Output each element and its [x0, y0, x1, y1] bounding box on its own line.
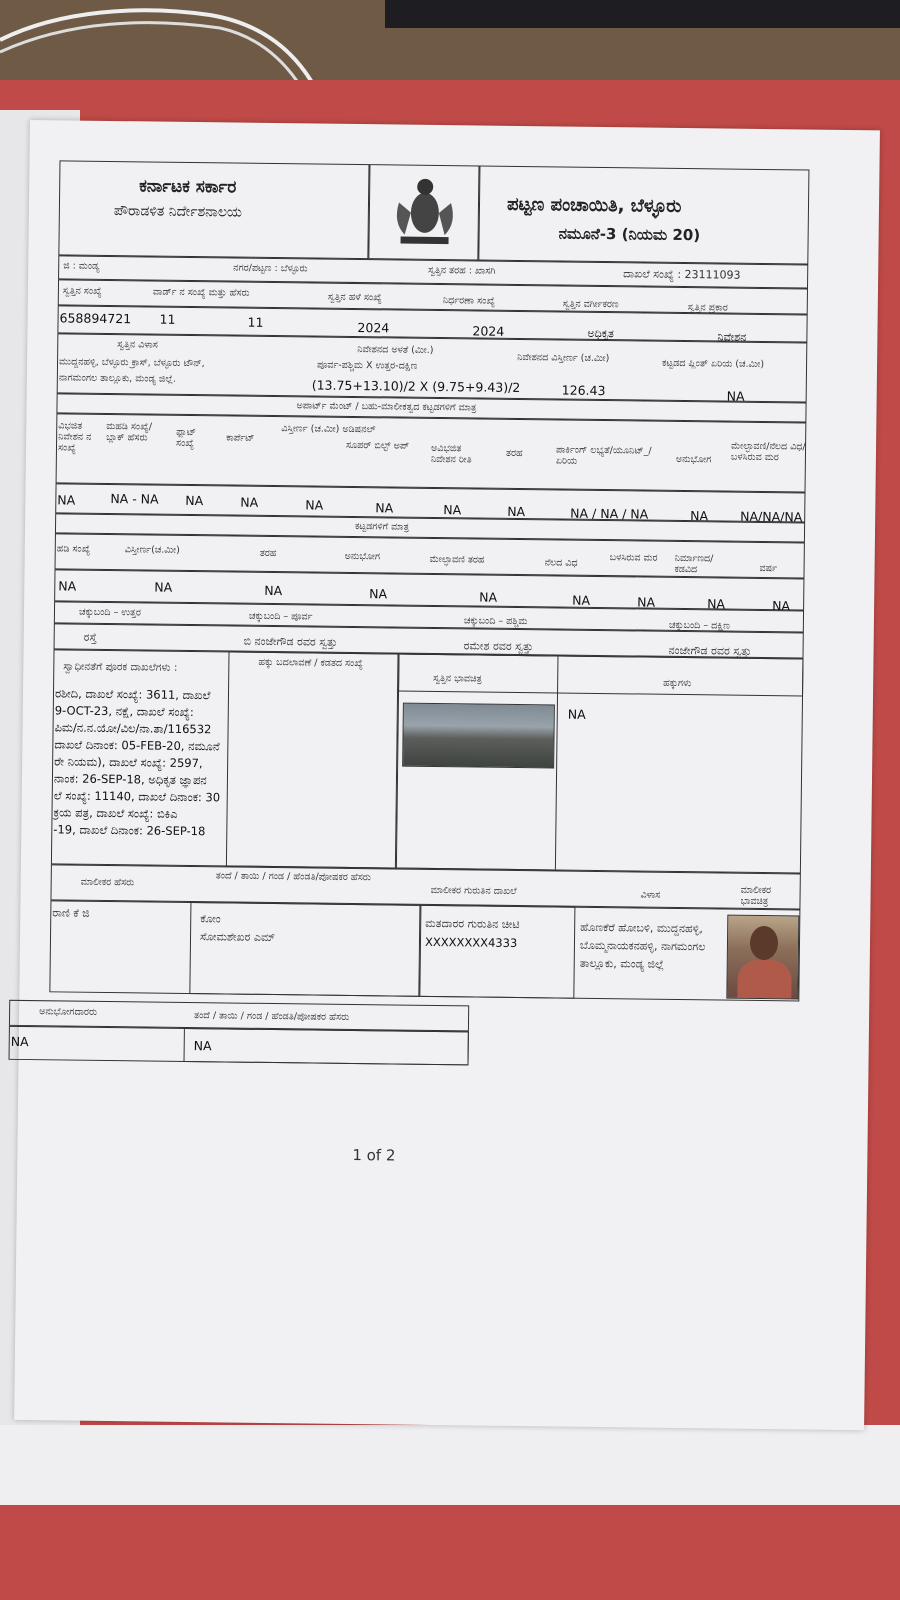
east-label: ಚಕ್ಕುಬಂದಿ – ಪೂರ್ವ [248, 610, 313, 623]
property-type: ಸ್ವತ್ತಿನ ತರಹ : ಖಾಸಗಿ [428, 264, 496, 277]
south-label: ಚಕ್ಕುಬಂದಿ – ದಕ್ಷಿಣ [668, 619, 730, 632]
bld-label-roof: ಮೇಲ್ಛಾವಣಿ ತರಹ [429, 553, 485, 566]
occupant-label: ಅನುಭೋಗದಾರರು [39, 1006, 98, 1018]
ward-name: 11 [247, 314, 264, 330]
bld-value-0: NA [58, 578, 77, 594]
plinth-label: ಕಟ್ಟಡದ ಪ್ಲಿಂತ್ ಏರಿಯ (ಚ.ಮೀ) [662, 357, 765, 370]
bld-value-7: NA [707, 596, 726, 612]
bld-label-year: ವರ್ಷ [759, 562, 778, 575]
apt-label-superbuilt: ಸೂಪರ್ ಬಿಲ್ಟ್ ಅಪ್ [345, 439, 410, 452]
occupant-father-label: ತಂದೆ / ತಾಯಿ / ಗಂಡ / ಹೆಂಡತಿ/ಪೋಷಕರ ಹೆಸರು [194, 1010, 350, 1023]
owner-name-label: ಮಾಲೀಕರ ಹೆಸರು [80, 876, 135, 889]
record-number: ದಾಖಲೆ ಸಂಖ್ಯೆ : 23111093 [623, 267, 741, 282]
owner-father-label: ತಂದೆ / ತಾಯಿ / ಗಂಡ / ಹೆಂಡತಿ/ಪೋಷಕರ ಹೆಸರು [215, 870, 371, 884]
doc-line-2: ಪಿಮ/ನ.ನ.ಯೋ/ವಿಲ/ನಾ.ತಾ/116532 [54, 720, 212, 737]
bld-value-3: NA [369, 586, 388, 602]
apt-label-floor: ಮಹಡಿ ಸಂಖ್ಯೆ/ಬ್ಲಾಕ್ ಹೆಸರು [106, 420, 153, 444]
bld-label-wood: ಬಳಸಿರುವ ಮರ [609, 552, 658, 564]
east-boundary: ಬಿ ನಂಜೇಗೌಡ ರವರ ಸ್ವತ್ತು [243, 634, 338, 649]
bld-value-8: NA [772, 598, 791, 614]
area-value: 126.43 [561, 382, 606, 399]
doc-line-5: ನಾಂಕ: 26-SEP-18, ಅಧಿಕೃತ ಜ್ಞಾಪನ [53, 771, 207, 788]
bld-value-5: NA [572, 592, 591, 608]
apt-label-parking: ಪಾರ್ಕಿಂಗ್ ಲಭ್ಯತೆ/ಯೂನಿಟ್_/ಏರಿಯ [555, 444, 652, 467]
old-number: 2024 [357, 320, 390, 336]
rights-change-label: ಹಕ್ಕು ಬದಲಾವಣೆ / ಕಡತದ ಸಂಖ್ಯೆ [258, 656, 363, 670]
label-classification: ಸ್ವತ್ತಿನ ವರ್ಗೀಕರಣ [562, 298, 619, 311]
apt-value-5: NA [375, 500, 394, 516]
north-label: ಚಕ್ಕುಬಂದಿ – ಉತ್ತರ [78, 606, 141, 619]
owner-id-label: ಮಾಲೀಕರ ಗುರುತಿನ ದಾಖಲೆ [430, 884, 517, 898]
dept-title: ಪೌರಾಡಳಿತ ನಿರ್ದೇಶನಾಲಯ [113, 203, 243, 221]
occupant-name: NA [10, 1033, 29, 1050]
apt-label-carpet: ಕಾರ್ಪೆಟ್ [226, 432, 255, 444]
assessment-number: 2024 [472, 323, 505, 339]
building-title: ಕಟ್ಟಡಗಳಿಗೆ ಮಾತ್ರ [354, 521, 410, 533]
apt-label-type: ತರಹ [505, 447, 523, 460]
classification: ಅಧಿಕೃತ [587, 326, 614, 341]
owner-address-2: ಬೊಮ್ಮನಾಯಕನಹಳ್ಳಿ, ನಾಗಮಂಗಲ [579, 938, 706, 954]
apt-label-additional: ವಿಸ್ತೀರ್ಣ (ಚ.ಮೀ) ಅಡಿಷನಲ್ [281, 423, 376, 436]
form-number: ನಮೂನೆ-3 (ನಿಯಮ 20) [558, 224, 701, 245]
bld-label-construction: ನಿರ್ಮಾಣದ/ ಕಡವಿದ [674, 552, 714, 576]
dimension-label: ನಿವೇಶನದ ಅಳತೆ (ಮೀ.) [357, 344, 434, 356]
bld-label-area: ವಿಸ್ತೀರ್ಣ(ಚ.ಮೀ) [124, 544, 180, 556]
label-assessment: ನಿರ್ಧರಣಾ ಸಂಖ್ಯೆ [442, 295, 496, 307]
bld-label-type: ತರಹ [259, 547, 277, 560]
karnataka-emblem-icon [388, 172, 461, 251]
apt-value-3: NA [240, 494, 259, 510]
area-label: ನಿವೇಶನದ ವಿಸ್ತೀರ್ಣ (ಚ.ಮೀ) [517, 351, 610, 365]
owner-id-type: ಮತದಾರರ ಗುರುತಿನ ಚೀಟಿ [425, 916, 520, 932]
west-boundary: ರಮೇಶ ರವರ ಸ್ವತ್ತು [463, 639, 534, 654]
property-number: 658894721 [59, 310, 132, 327]
apt-value-1: NA - NA [110, 491, 159, 507]
label-kind: ಸ್ವತ್ತಿನ ಪ್ರಕಾರ [687, 302, 728, 314]
apt-label-flat: ಫ್ಲಾಟ್ ಸಂಖ್ಯೆ [175, 426, 197, 450]
doc-line-1: 9-OCT-23, ನಕ್ಷೆ, ದಾಖಲೆ ಸಂಖ್ಯೆ: [54, 703, 194, 720]
property-address-2: ನಾಗಮಂಗಲ ತಾಲ್ಲೂಕು, ಮಂಡ್ಯ ಜಿಲ್ಲೆ. [58, 372, 177, 385]
apt-label-usage: ಅನುಭೋಗ [675, 453, 712, 466]
apt-label-undivided: ಅವಿಭಜಿತ ನಿವೇಶನ ರೀತಿ [430, 442, 472, 466]
apt-value-9: NA [690, 508, 709, 524]
doc-line-4: ರೇ ನಿಯಮ), ದಾಖಲೆ ಸಂಖ್ಯೆ: 2597, [54, 754, 203, 771]
owner-photo-image [726, 915, 799, 1000]
label-old-no: ಸ್ವತ್ತಿನ ಹಳೆ ಸಂಖ್ಯೆ [327, 291, 382, 304]
bld-value-1: NA [154, 579, 173, 595]
district: ಜಿ : ಮಂಡ್ಯ [63, 260, 100, 272]
occupant-father: NA [193, 1038, 212, 1054]
apt-value-6: NA [443, 502, 462, 518]
doc-line-7: ಕ್ರಯ ಪತ್ರ, ದಾಖಲೆ ಸಂಖ್ಯೆ: ಬಿಕಿಎ [53, 805, 178, 821]
label-ward: ವಾರ್ಡ್ ನ ಸಂಖ್ಯೆ ಮತ್ತು ಹೆಸರು [152, 286, 250, 299]
south-boundary: ನಂಜೇಗೌಡ ರವರ ಸ್ವತ್ತು [668, 643, 752, 658]
apt-value-2: NA [185, 492, 204, 509]
apt-label-subdivided: ವಿಭಜಿತ ನಿವೇಶನ ನ ಸಂಖ್ಯೆ [57, 420, 92, 454]
apartment-title: ಅಪಾರ್ಟ್ ಮೆಂಟ್ / ಬಹು-ಮಾಲೀಕತ್ವದ ಕಟ್ಟಡಗಳಿಗೆ ಮಾತ್ರ [296, 400, 477, 414]
town: ನಗರ/ಪಟ್ಟಣ : ಬೆಳ್ಳೂರು [233, 262, 308, 275]
property-record-page [10, 120, 880, 1430]
owner-relation: ಕೋಂ [200, 912, 221, 926]
owner-address-label: ವಿಳಾಸ [640, 889, 661, 901]
rights-change-col [226, 651, 399, 868]
docs-label: ಸ್ವಾಧೀನತೆಗೆ ಪೂರಕ ದಾಖಲೆಗಳು : [63, 660, 178, 674]
underlying-page-bottom [0, 1425, 900, 1505]
bld-label-usage: ಅನುಭೋಗ [344, 550, 381, 563]
doc-line-8: -19, ದಾಖಲೆ ದಿನಾಂಕ: 26-SEP-18 [53, 822, 206, 839]
laptop-edge [385, 0, 900, 28]
plinth-value: NA [726, 388, 745, 404]
bld-label-floor: ಹಡಿ ಸಂಖ್ಯೆ [56, 543, 91, 555]
label-property-no: ಸ್ವತ್ತಿನ ಸಂಖ್ಯೆ [62, 285, 102, 297]
apt-value-7: NA [507, 503, 526, 520]
owner-address-3: ತಾಲ್ಲೂಕು, ಮಂಡ್ಯ ಜಿಲ್ಲೆ [579, 956, 665, 971]
owner-id-number: XXXXXXXX4333 [424, 934, 518, 951]
rights-label: ಹಕ್ಕುಗಳು [663, 677, 692, 690]
office-title: ಪಟ್ಟಣ ಪಂಚಾಯಿತಿ, ಬೆಳ್ಳೂರು [506, 193, 682, 217]
apt-value-4: NA [305, 497, 324, 513]
photo-label: ಸ್ವತ್ತಿನ ಭಾವಚಿತ್ರ [433, 672, 482, 685]
dimension-value: (13.75+13.10)/2 X (9.75+9.43)/2 [311, 377, 521, 396]
property-address: ಮುದ್ದನಹಳ್ಳಿ, ಬೆಳ್ಳೂರು ಕ್ರಾಸ್, ಬೆಳ್ಳೂರು ಟೌನ್, [58, 356, 205, 370]
apt-value-0: NA [57, 492, 76, 508]
page-number: 1 of 2 [352, 1146, 396, 1165]
owner-father-cell [189, 902, 420, 997]
ward-number: 11 [159, 311, 176, 327]
apt-label-roof: ಮೇಲ್ಛಾವಣಿ/ನೆಲದ ವಿಧ/ಬಳಸಿರುವ ಮರ [730, 440, 806, 464]
dimension-sub: ಪೂರ್ವ-ಪಶ್ಚಿಮ X ಉತ್ತರ-ದಕ್ಷಿಣ [316, 359, 418, 372]
bld-value-6: NA [637, 594, 656, 610]
bld-value-2: NA [264, 582, 283, 599]
rights-value: NA [567, 706, 586, 722]
owner-father: ಸೋಮಶೇಖರ ಎಮ್ [199, 930, 276, 945]
gov-title: ಕರ್ನಾಟಕ ಸರ್ಕಾರ [139, 176, 237, 198]
doc-line-0: ರಶೀದಿ, ದಾಖಲೆ ಸಂಖ್ಯೆ: 3611, ದಾಖಲೆ [54, 686, 211, 703]
owner-photo-label: ಮಾಲೀಕರ ಭಾವಚಿತ್ರ [740, 884, 772, 908]
owner-address-1: ಹೊಣಕೆರೆ ಹೋಬಳಿ, ಮುದ್ದನಹಳ್ಳಿ, [580, 920, 703, 936]
occupant-father-cell [184, 1028, 469, 1065]
north-boundary: ರಸ್ತೆ [83, 630, 97, 644]
owner-name: ರಾಣಿ ಕೆ ಜಿ [52, 906, 90, 920]
bld-value-4: NA [479, 589, 498, 605]
property-kind: ನಿವೇಶನ [717, 330, 747, 344]
bld-label-floortype: ನೆಲದ ವಿಧ [544, 557, 578, 569]
property-photo-image [402, 703, 555, 769]
doc-line-6: ಲೆ ಸಂಖ್ಯೆ: 11140, ದಾಖಲೆ ದಿನಾಂಕ: 30 [53, 788, 221, 805]
address-label: ಸ್ವತ್ತಿನ ವಿಳಾಸ [117, 339, 158, 351]
west-label: ಚಕ್ಕುಬಂದಿ – ಪಶ್ಚಿಮ [463, 615, 528, 628]
doc-line-3: ದಾಖಲೆ ದಿನಾಂಕ: 05-FEB-20, ನಮೂನೆ [54, 737, 220, 754]
apt-value-8: NA / NA / NA [570, 505, 649, 522]
apt-value-10: NA/NA/NA [740, 508, 803, 525]
